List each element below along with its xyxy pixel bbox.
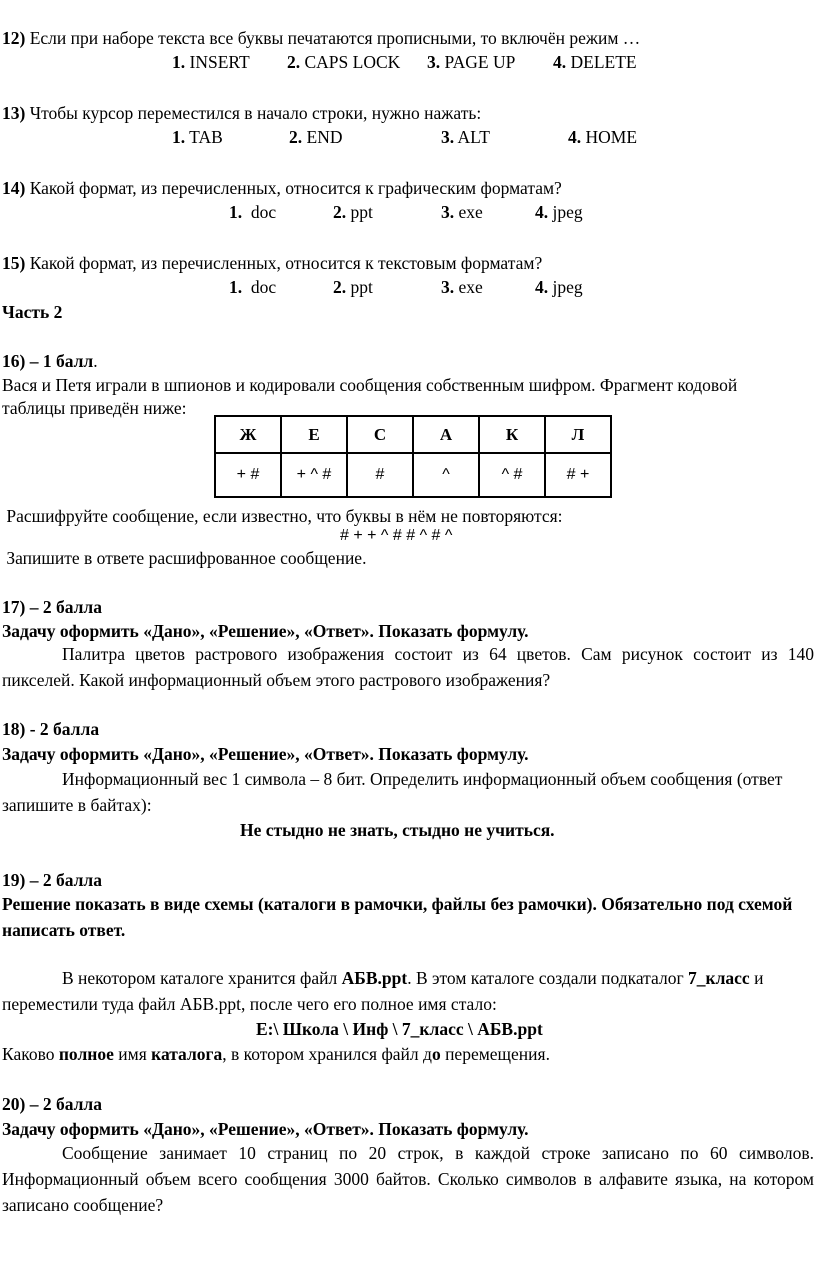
question-12 — [2, 27, 640, 49]
question-17-heading: 17) – 2 балла — [2, 597, 102, 617]
code-table-letters-row — [215, 416, 611, 453]
table-cell: ^ # — [479, 453, 545, 497]
question-17-text: Палитра цветов растрового изображения состоит из 64 цветов. Сам рисунок состоит из 140 пикселей. Какой информационный объем этого растрового изображения? — [2, 644, 814, 690]
encoded-message: # + + ^ # # ^ # ^ — [340, 527, 453, 544]
question-18-text: Информационный вес 1 символа – 8 бит. Определить информационный объем сообщения (ответ запишите в байтах): — [2, 769, 783, 815]
question-18-instruction: Задачу оформить «Дано», «Решение», «Ответ». Показать формулу. — [2, 744, 529, 764]
question-19-heading: 19) – 2 балла — [2, 870, 102, 890]
question-20-instruction: Задачу оформить «Дано», «Решение», «Ответ». Показать формулу. — [2, 1119, 529, 1139]
question-13 — [2, 102, 481, 124]
question-20-text: Сообщение занимает 10 страниц по 20 строк, в каждой строке записано по 60 символов. Информационный объем всего сообщения 3000 байтов. Сколько символов в алфавите языка, на котором записано сообщение? — [2, 1143, 814, 1215]
code-table — [214, 415, 612, 498]
option-1: 1. doc — [229, 202, 277, 222]
option-4: 4. HOME — [568, 127, 638, 147]
table-cell: А — [413, 416, 479, 453]
option-1: 1. INSERT — [172, 52, 250, 72]
question-number: 13) — [2, 103, 26, 123]
question-16-line: Вася и Петя играли в шпионов и кодировали сообщения собственным шифром. Фрагмент кодовой — [2, 375, 738, 395]
question-19-instruction: Решение показать в виде схемы (каталоги в рамочки, файлы без рамочки). Обязательно под схемой написать ответ. — [2, 894, 793, 940]
question-15 — [2, 252, 542, 274]
table-cell: + ^ # — [281, 453, 347, 497]
quote: Не стыдно не знать, стыдно не учиться. — [240, 820, 555, 840]
question-text: Если при наборе текста все буквы печатаются прописными, то включён режим … — [25, 28, 641, 48]
question-text: Какой формат, из перечисленных, относится к графическим форматам? — [25, 178, 562, 198]
question-number: 14) — [2, 178, 26, 198]
part-heading: Часть 2 — [2, 302, 63, 322]
code-table-codes-row — [215, 453, 611, 497]
option-4: 4. jpeg — [535, 202, 583, 222]
table-cell: + # — [215, 453, 281, 497]
option-2: 2. END — [289, 127, 343, 147]
option-3: 3. exe — [441, 277, 483, 297]
table-cell: К — [479, 416, 545, 453]
question-number: 12) — [2, 28, 26, 48]
option-2: 2. CAPS LOCK — [287, 52, 401, 72]
option-3: 3. PAGE UP — [427, 52, 516, 72]
file-path: E:\ Школа \ Инф \ 7_класс \ АБВ.ppt — [256, 1019, 543, 1039]
question-16-line: Расшифруйте сообщение, если известно, что буквы в нём не повторяются: — [2, 506, 563, 526]
option-4: 4. jpeg — [535, 277, 583, 297]
question-20-heading: 20) – 2 балла — [2, 1094, 102, 1114]
option-1: 1. TAB — [172, 127, 223, 147]
table-cell: Л — [545, 416, 611, 453]
option-1: 1. doc — [229, 277, 277, 297]
table-cell: Е — [281, 416, 347, 453]
table-cell: Ж — [215, 416, 281, 453]
table-cell: # — [347, 453, 413, 497]
option-3: 3. exe — [441, 202, 483, 222]
question-19-line: Каково полное имя каталога, в котором хранился файл до перемещения. — [2, 1044, 550, 1064]
question-19-line: переместили туда файл АБВ.ppt, после чего его полное имя стало: — [2, 994, 497, 1014]
question-19-line: В некотором каталоге хранится файл АБВ.ppt. В этом каталоге создали подкаталог 7_класс и — [62, 968, 764, 988]
question-text: Какой формат, из перечисленных, относится к текстовым форматам? — [25, 253, 543, 273]
question-16-heading: 16) – 1 балл. — [2, 351, 98, 371]
table-cell: ^ — [413, 453, 479, 497]
question-14 — [2, 177, 562, 199]
question-16-line: таблицы приведён ниже: — [2, 398, 187, 418]
question-16-line: Запишите в ответе расшифрованное сообщение. — [2, 548, 367, 568]
question-number: 15) — [2, 253, 26, 273]
table-cell: С — [347, 416, 413, 453]
question-text: Чтобы курсор переместился в начало строки, нужно нажать: — [25, 103, 482, 123]
option-4: 4. DELETE — [553, 52, 637, 72]
option-3: 3. ALT — [441, 127, 490, 147]
table-cell: # + — [545, 453, 611, 497]
option-2: 2. ppt — [333, 277, 373, 297]
question-18-heading: 18) - 2 балла — [2, 719, 100, 739]
option-2: 2. ppt — [333, 202, 373, 222]
question-17-instruction: Задачу оформить «Дано», «Решение», «Ответ». Показать формулу. — [2, 621, 529, 641]
